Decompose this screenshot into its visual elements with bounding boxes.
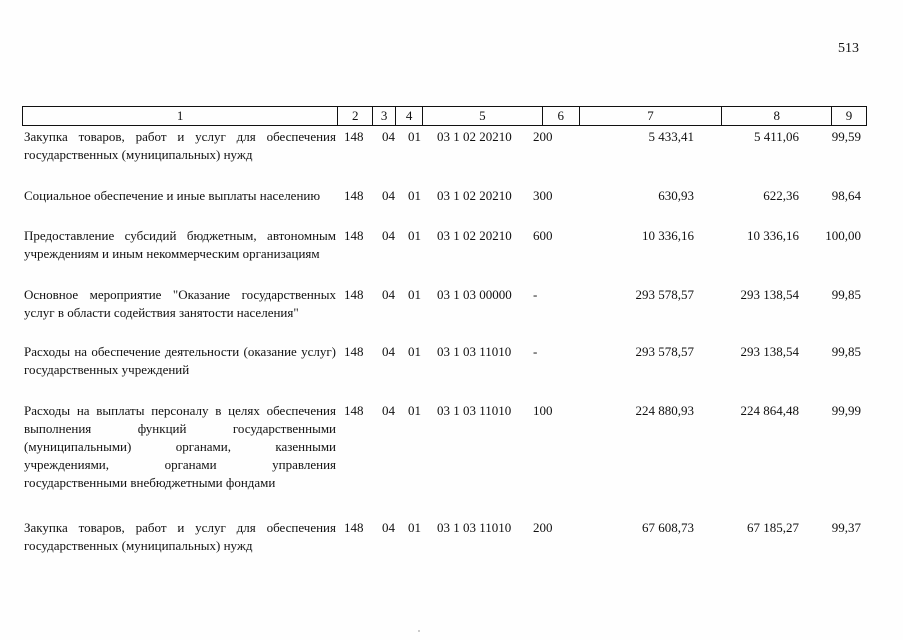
row-csr: 03 1 03 00000 [437, 287, 512, 302]
row-csr: 03 1 02 20210 [437, 188, 512, 203]
row-exec: 67 185,27 [747, 520, 799, 535]
row-rz: 04 [382, 287, 395, 302]
row-percent: 99,37 [831, 520, 861, 535]
header-col-6: 6 [543, 107, 580, 125]
header-col-1: 1 [23, 107, 338, 125]
row-description: Расходы на выплаты персоналу в целях обеспечения выполнения функций государственными (муниципальными) органами, казенными учреждениями, органами управления государственными внебюджетными фондами [24, 403, 336, 490]
row-exec: 224 864,48 [740, 403, 799, 418]
row-vr: 300 [533, 188, 553, 203]
row-plan: 293 578,57 [635, 344, 694, 359]
row-csr: 03 1 02 20210 [437, 228, 512, 243]
header-col-3: 3 [373, 107, 396, 125]
row-percent: 100,00 [825, 228, 861, 243]
page-number: 513 [838, 41, 859, 56]
row-description: Социальное обеспечение и иные выплаты населению [24, 188, 321, 203]
header-col-8: 8 [722, 107, 832, 125]
row-exec: 10 336,16 [747, 228, 799, 243]
row-description: Закупка товаров, работ и услуг для обеспечения государственных (муниципальных) нужд [24, 520, 336, 553]
row-exec: 293 138,54 [740, 287, 799, 302]
header-col-7: 7 [580, 107, 723, 125]
row-vr: 200 [533, 129, 553, 144]
row-pr: 01 [408, 188, 421, 203]
row-rz: 04 [382, 188, 395, 203]
row-percent: 99,59 [831, 129, 861, 144]
row-description: Основное мероприятие "Оказание государственных услуг в области содействия занятости населения" [24, 287, 336, 320]
row-exec: 622,36 [763, 188, 799, 203]
row-pr: 01 [408, 344, 421, 359]
row-percent: 98,64 [831, 188, 861, 203]
row-csr: 03 1 03 11010 [437, 344, 512, 359]
row-description: Предоставление субсидий бюджетным, автономным учреждениям и иным некоммерческим организациям [24, 228, 336, 261]
row-rz: 04 [382, 129, 395, 144]
row-glav: 148 [344, 287, 364, 302]
row-plan: 630,93 [658, 188, 694, 203]
row-vr: - [533, 344, 538, 359]
row-rz: 04 [382, 403, 395, 418]
row-glav: 148 [344, 403, 364, 418]
row-rz: 04 [382, 520, 395, 535]
row-plan: 5 433,41 [648, 129, 694, 144]
row-rz: 04 [382, 228, 395, 243]
row-pr: 01 [408, 403, 421, 418]
scan-speck [418, 630, 420, 632]
row-percent: 99,99 [831, 403, 861, 418]
header-col-5: 5 [423, 107, 543, 125]
row-pr: 01 [408, 520, 421, 535]
row-vr: 200 [533, 520, 553, 535]
row-percent: 99,85 [831, 344, 861, 359]
row-plan: 224 880,93 [635, 403, 694, 418]
row-glav: 148 [344, 188, 364, 203]
row-glav: 148 [344, 129, 364, 144]
row-vr: 600 [533, 228, 553, 243]
row-plan: 293 578,57 [635, 287, 694, 302]
header-col-4: 4 [396, 107, 423, 125]
row-vr: - [533, 287, 538, 302]
row-glav: 148 [344, 228, 364, 243]
table-header [22, 106, 867, 126]
row-pr: 01 [408, 129, 421, 144]
header-col-2: 2 [338, 107, 373, 125]
row-exec: 293 138,54 [740, 344, 799, 359]
row-glav: 148 [344, 520, 364, 535]
header-col-9: 9 [845, 108, 853, 123]
row-percent: 99,85 [831, 287, 861, 302]
row-rz: 04 [382, 344, 395, 359]
row-plan: 67 608,73 [642, 520, 694, 535]
row-plan: 10 336,16 [642, 228, 694, 243]
row-vr: 100 [533, 403, 553, 418]
row-csr: 03 1 03 11010 [437, 520, 512, 535]
row-csr: 03 1 02 20210 [437, 129, 512, 144]
row-pr: 01 [408, 287, 421, 302]
row-description: Расходы на обеспечение деятельности (оказание услуг) государственных учреждений [24, 344, 336, 377]
row-exec: 5 411,06 [753, 129, 799, 144]
row-csr: 03 1 03 11010 [437, 403, 512, 418]
row-glav: 148 [344, 344, 364, 359]
row-pr: 01 [408, 228, 421, 243]
row-description: Закупка товаров, работ и услуг для обеспечения государственных (муниципальных) нужд [24, 129, 336, 162]
